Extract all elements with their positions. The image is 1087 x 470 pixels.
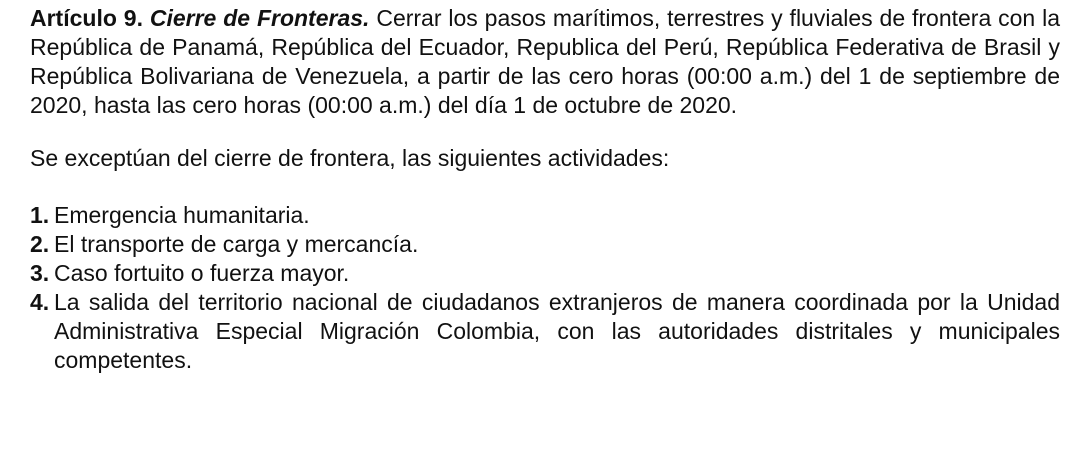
article-body: Cerrar los pasos marítimos, terrestres y fluviales de frontera con la República de Panamá, República del Ecuador, Republica del Perú, República Federativa de Brasil y República Bolivariana de Venezuela, a partir de las cero horas (00:00 a.m.) del 1 de septiembre de 2020, hasta las cero horas (00:00 a.m.) del día 1 de octubre de 2020. — [30, 5, 1061, 118]
list-item — [30, 201, 1060, 230]
document-page — [30, 4, 1060, 375]
list-item — [30, 259, 1060, 288]
list-item — [30, 230, 1060, 259]
article-label: Artículo 9. — [30, 5, 143, 31]
list-item-text: Caso fortuito o fuerza mayor. — [54, 260, 350, 286]
list-item-number: 2. — [30, 231, 50, 257]
list-item-text: El transporte de carga y mercancía. — [54, 231, 419, 257]
list-item-number: 1. — [30, 202, 50, 228]
list-item-number: 3. — [30, 260, 50, 286]
article-paragraph — [30, 4, 1060, 120]
list-item-text: La salida del territorio nacional de ciudadanos extranjeros de manera coordinada por la Unidad Administrativa Especial Migración Colombia, con las autoridades distritales y municipales competentes. — [54, 289, 1060, 373]
list-item — [30, 288, 1060, 375]
list-item-text: Emergencia humanitaria. — [54, 202, 310, 228]
list-item-number: 4. — [30, 289, 50, 315]
article-heading: Cierre de Fronteras. — [149, 5, 370, 31]
exceptions-intro: Se exceptúan del cierre de frontera, las siguientes actividades: — [30, 145, 670, 171]
exceptions-list — [30, 201, 1060, 375]
